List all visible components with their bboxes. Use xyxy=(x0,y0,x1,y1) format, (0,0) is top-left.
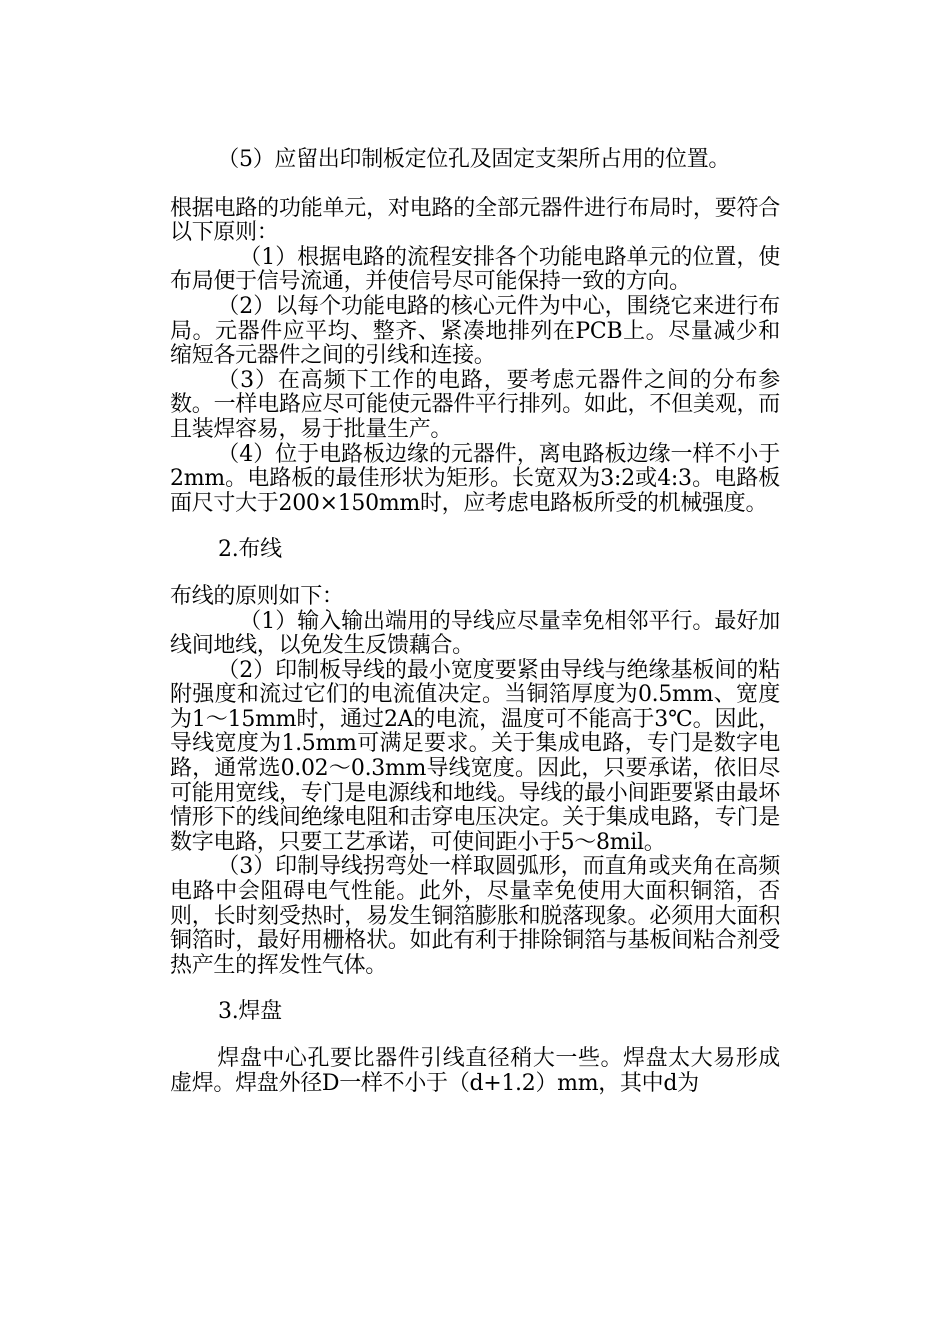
paragraph-layout-rule-1: （1）根据电路的流程安排各个功能电路单元的位置，使布局便于信号流通，并使信号尽可能保持一致的方向。 xyxy=(170,244,780,295)
paragraph-layout-rule-4: （4）位于电路板边缘的元器件，离电路板边缘一样不小于2mm。电路板的最佳形状为矩形。长宽双为3:2或4:3。电路板面尺寸大于200×150mm时，应考虑电路板所受的机械强度。 xyxy=(170,441,780,516)
paragraph-routing-rule-2: （2）印制板导线的最小宽度要紧由导线与绝缘基板间的粘附强度和流过它们的电流值决定。当铜箔厚度为0.5mm、宽度为1～15mm时，通过2A的电流，温度可不能高于3℃。因此，导线宽度为1.5mm可满足要求。关于集成电路，专门是数字电路，通常选0.02～0.3mm导线宽度。因此，只要承诺，依旧尽可能用宽线，专门是电源线和地线。导线的最小间距要紧由最坏情形下的线间绝缘电阻和击穿电压决定。关于集成电路，专门是数字电路，只要工艺承诺，可使间距小于5～8mil。 xyxy=(170,657,780,855)
section-heading-pads: 3.焊盘 xyxy=(218,999,282,1025)
paragraph-layout-intro: 根据电路的功能单元，对电路的全部元器件进行布局时，要符合以下原则： xyxy=(170,195,780,246)
paragraph-layout-rule-2: （2）以每个功能电路的核心元件为中心，围绕它来进行布局。元器件应平均、整齐、紧凑地排列在PCB上。尽量减少和缩短各元器件之间的引线和连接。 xyxy=(170,293,780,369)
paragraph-pads: 焊盘中心孔要比器件引线直径稍大一些。焊盘太大易形成虚焊。焊盘外径D一样不小于（d+1.2）mm，其中d为 xyxy=(170,1046,780,1096)
section-heading-routing: 2.布线 xyxy=(218,537,282,563)
paragraph-layout-rule-5: （5）应留出印制板定位孔及固定支架所占用的位置。 xyxy=(217,147,731,172)
paragraph-routing-intro: 布线的原则如下： xyxy=(170,583,344,609)
paragraph-routing-rule-3: （3）印制导线拐弯处一样取圆弧形，而直角或夹角在高频电路中会阻碍电气性能。此外，尽量幸免使用大面积铜箔，否则，长时刻受热时，易发生铜箔膨胀和脱落现象。必须用大面积铜箔时，最好用栅格状。如此有利于排除铜箔与基板间粘合剂受热产生的挥发性气体。 xyxy=(170,854,780,978)
document-page xyxy=(170,148,780,1096)
paragraph-routing-rule-1: （1）输入输出端用的导线应尽量幸免相邻平行。最好加线间地线，以免发生反馈藕合。 xyxy=(170,608,780,659)
paragraph-layout-rule-3: （3）在高频下工作的电路，要考虑元器件之间的分布参数。一样电路应尽可能使元器件平行排列。如此，不但美观，而且装焊容易，易于批量生产。 xyxy=(170,367,780,442)
